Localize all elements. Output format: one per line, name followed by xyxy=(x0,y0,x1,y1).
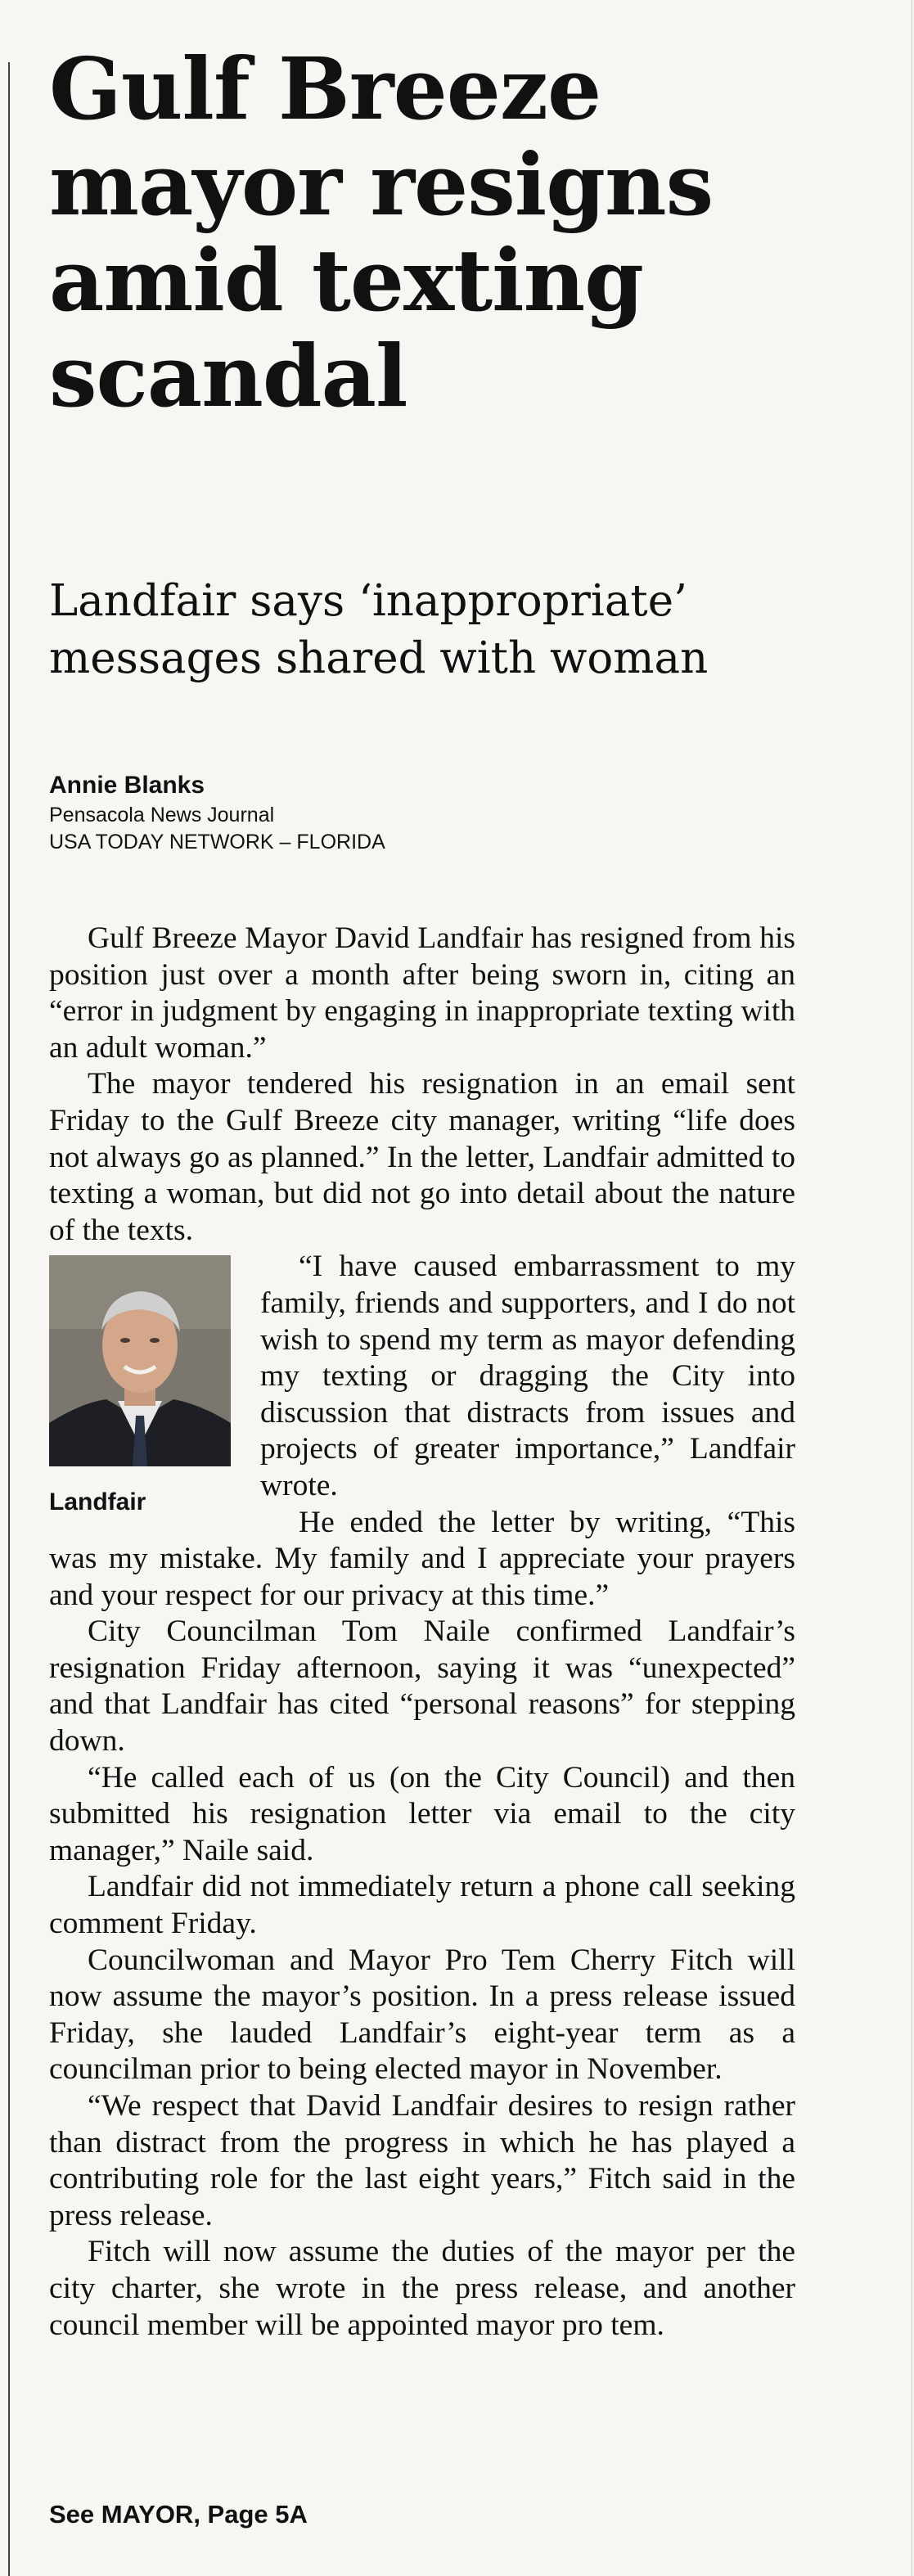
subheadline-line: messages shared with woman xyxy=(49,633,709,683)
byline-publication: Pensacola News Journal xyxy=(49,804,275,826)
paragraph: Fitch will now assume the duties of the mayor per the city charter, she wrote in the press release, and another council member will be appointed mayor pro tem. xyxy=(49,2235,795,2342)
headline-line: amid texting xyxy=(49,230,643,331)
headline-line: scandal xyxy=(49,326,407,426)
paragraph: Councilwoman and Mayor Pro Tem Cherry Fitch will now assume the mayor’s position. In a press release issued Friday, she lauded Landfair’s eight-year term as a councilman prior to being elected mayor in November. xyxy=(49,1943,795,2087)
paragraph: Gulf Breeze Mayor David Landfair has resigned from his position just over a month after being sworn in, citing an “error in judgment by engaging in inappropriate texting with an adult woman.” xyxy=(49,921,795,1065)
headline xyxy=(49,38,867,426)
article-body xyxy=(49,921,795,2344)
paragraph: Landfair did not immediately return a phone call seeking comment Friday. xyxy=(49,1870,795,1941)
photo-caption: Landfair xyxy=(49,1488,146,1516)
paragraph: City Councilman Tom Naile confirmed Landfair’s resignation Friday afternoon, saying it was “unexpected” and that Landfair has cited “personal reasons” for stepping down. xyxy=(49,1615,795,1759)
headline-line: mayor resigns xyxy=(49,134,714,235)
byline-network: USA TODAY NETWORK – FLORIDA xyxy=(49,831,385,853)
subheadline xyxy=(49,573,708,687)
subheadline-line: Landfair says ‘inappropriate’ xyxy=(49,576,687,626)
paragraph: The mayor tendered his resignation in an email sent Friday to the Gulf Breeze city manager, writing “life does not always go as planned.” In the letter, Landfair admitted to texting a woman, but did not go into detail about the nature of the texts. xyxy=(49,1067,795,1247)
paragraph: “I have caused embarrassment to my family, friends and supporters, and I do not wish to spend my term as mayor defending my texting or dragging the City into discussion that distracts from issues and projects of greater importance,” Landfair wrote. xyxy=(260,1250,795,1502)
byline-author: Annie Blanks xyxy=(49,772,205,799)
headshot-illustration xyxy=(49,1255,231,1466)
article xyxy=(49,38,867,2342)
paragraph: “He called each of us (on the City Council) and then submitted his resignation letter via email to the city manager,” Naile said. xyxy=(49,1760,795,1867)
column-rule-left xyxy=(8,62,10,2576)
paragraph: He ended the letter by writing, “This was my mistake. My family and I appreciate your prayers and your respect for our privacy at this time.” xyxy=(49,1505,795,1612)
jump-line: See MAYOR, Page 5A xyxy=(49,2500,308,2529)
photo-block xyxy=(49,1249,231,1519)
byline xyxy=(49,769,385,856)
headline-line: Gulf Breeze xyxy=(49,38,601,139)
headshot-photo xyxy=(49,1255,231,1466)
paragraph: “We respect that David Landfair desires to resign rather than distract from the progress in which he has played a contributing role for the last eight years,” Fitch said in the press release. xyxy=(49,2089,795,2232)
